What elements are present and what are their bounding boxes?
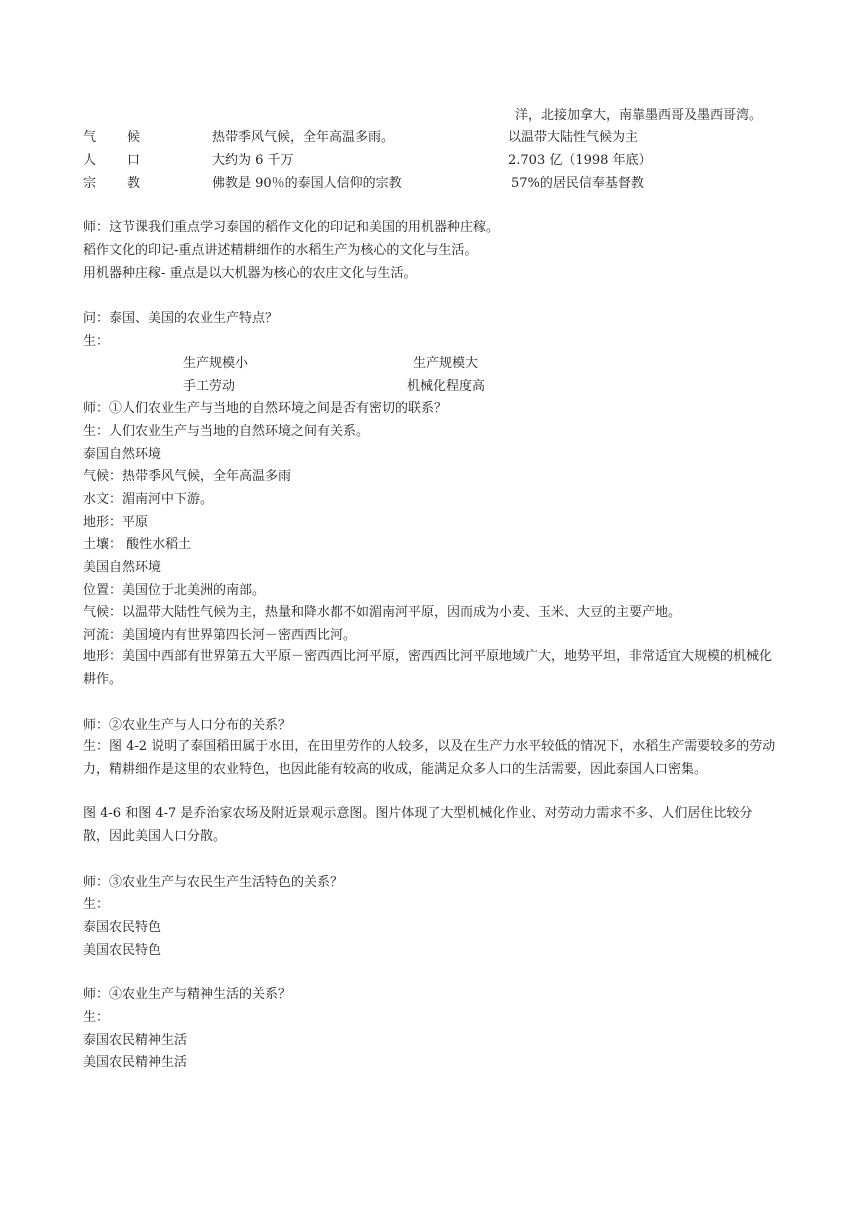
thai-scale: 生产规模小 xyxy=(183,356,249,371)
question-farmers: 师：③农业生产与农民生产生活特色的关系？ xyxy=(83,875,344,890)
question-agri-features: 问：泰国、美国的农业生产特点？ xyxy=(83,311,279,326)
env-line: 水文：湄南河中下游。 xyxy=(83,492,214,507)
env-line: 师：①人们农业生产与当地的自然环境之间是否有密切的联系？ xyxy=(83,401,448,416)
usa-religion: 57%的居民信奉基督教 xyxy=(511,176,644,191)
question-spiritual-life: 师：④农业生产与精神生活的关系？ xyxy=(83,987,292,1002)
usa-mechanization: 机械化程度高 xyxy=(407,379,486,394)
row-label-climate-1: 气 xyxy=(83,130,97,145)
thai-farmer-features: 泰国农民特色 xyxy=(83,920,162,935)
intro-line-2: 稻作文化的印记-重点讲述精耕细作的水稻生产为核心的文化与生活。 xyxy=(83,243,478,258)
population-answer-usa: 图 4-6 和图 4-7 是乔治家农场及附近景观示意图。图片体现了大型机械化作业、对劳动力需求不多、人们居住比较分散，因此美国人口分散。 xyxy=(83,806,753,844)
thai-spiritual-life: 泰国农民精神生活 xyxy=(83,1033,188,1048)
env-line: 美国自然环境 xyxy=(83,560,162,575)
env-line: 河流：美国境内有世界第四长河－密西西比河。 xyxy=(83,628,357,643)
row-label-climate-2: 候 xyxy=(127,130,141,145)
env-line: 土壤： 酸性水稻土 xyxy=(83,537,192,552)
usa-climate: 以温带大陆性气候为主 xyxy=(508,130,639,145)
thai-religion: 佛教是 90％的泰国人信仰的宗教 xyxy=(212,176,402,191)
table-continuation-line: 洋，北接加拿大，南靠墨西哥及墨西哥湾。 xyxy=(515,108,763,123)
intro-line-3: 用机器种庄稼- 重点是以大机器为核心的农庄文化与生活。 xyxy=(83,266,417,281)
student-label: 生： xyxy=(83,897,110,912)
env-line: 气候：以温带大陆性气候为主，热量和降水都不如湄南河平原，因而成为小麦、玉米、大豆的主要产地。 xyxy=(83,605,682,620)
population-answer-thai: 生：图 4-2 说明了泰国稻田属于水田，在田里劳作的人较多，以及在生产力水平较低的情况下，水稻生产需要较多的劳动力，精耕细作是这里的农业特色，也因此能有较高的收成，能满足众多人口的生活需要，因此泰国人口密集。 xyxy=(83,739,776,777)
usa-scale: 生产规模大 xyxy=(413,356,479,371)
student-label: 生： xyxy=(83,334,110,349)
row-label-population-2: 口 xyxy=(127,153,141,168)
intro-line-1: 师：这节课我们重点学习泰国的稻作文化的印记和美国的用机器种庄稼。 xyxy=(83,220,500,235)
usa-farmer-features: 美国农民特色 xyxy=(83,943,162,958)
env-line: 位置：美国位于北美洲的南部。 xyxy=(83,583,266,598)
env-line: 气候：热带季风气候，全年高温多雨 xyxy=(83,469,292,484)
env-line: 生：人们农业生产与当地的自然环境之间有关系。 xyxy=(83,424,370,439)
env-line: 泰国自然环境 xyxy=(83,447,162,462)
usa-spiritual-life: 美国农民精神生活 xyxy=(83,1055,188,1070)
thai-labor: 手工劳动 xyxy=(183,379,236,394)
student-label: 生： xyxy=(83,1010,110,1025)
thai-climate: 热带季风气候，全年高温多雨。 xyxy=(212,130,395,145)
question-population: 师：②农业生产与人口分布的关系？ xyxy=(83,718,292,733)
usa-population: 2.703 亿（1998 年底） xyxy=(508,153,652,168)
row-label-religion-1: 宗 xyxy=(83,176,97,191)
env-line: 地形：平原 xyxy=(83,515,149,530)
row-label-religion-2: 教 xyxy=(127,176,141,191)
usa-terrain-paragraph: 地形：美国中西部有世界第五大平原－密西西比河平原，密西西比河平原地域广大，地势平坦，非常适宜大规模的机械化耕作。 xyxy=(83,649,773,687)
row-label-population-1: 人 xyxy=(83,153,97,168)
thai-population: 大约为 6 千万 xyxy=(212,153,294,168)
